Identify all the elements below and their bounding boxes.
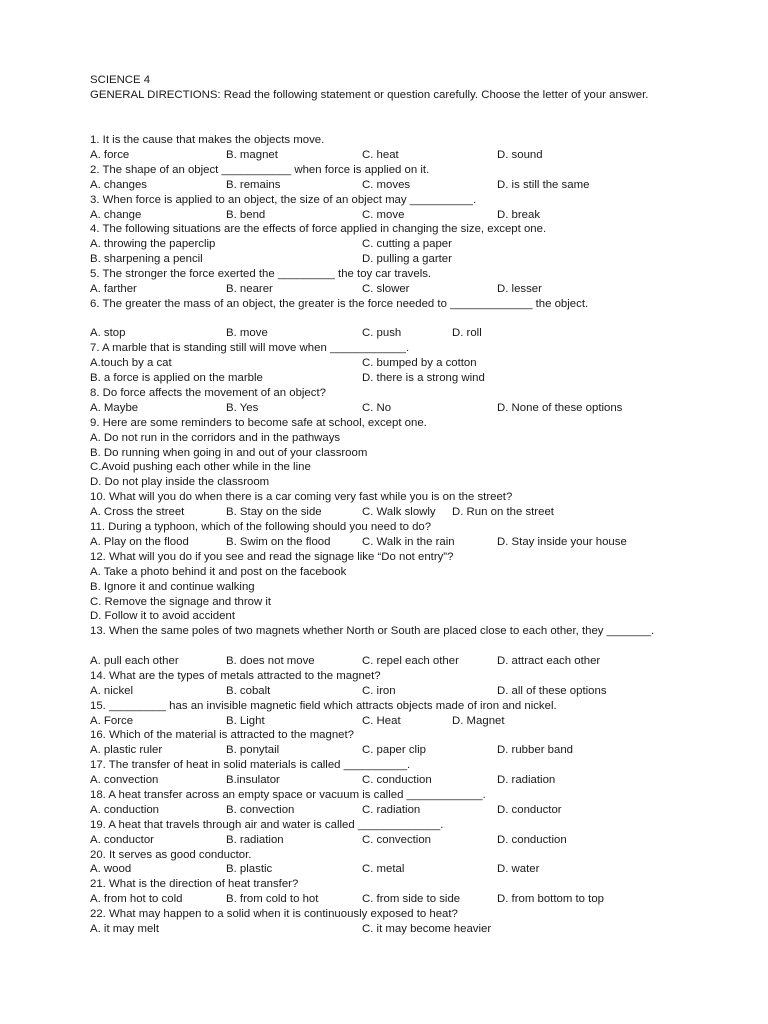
question-12: 12. What will you do if you see and read the signage like “Do not entry”? bbox=[90, 551, 454, 563]
question-1: 1. It is the cause that makes the objects move. bbox=[90, 134, 325, 146]
question-22: 22. What may happen to a solid when it is continuously exposed to heat? bbox=[90, 908, 458, 920]
q15-option-d: D. Magnet bbox=[452, 715, 505, 727]
q9-option-d: D. Do not play inside the classroom bbox=[90, 476, 270, 488]
q6-option-b: B. move bbox=[226, 327, 268, 339]
q13-option-b: B. does not move bbox=[226, 655, 315, 667]
q22-option-a: A. it may melt bbox=[90, 923, 159, 935]
q9-option-a: A. Do not run in the corridors and in the pathways bbox=[90, 432, 341, 444]
q11-option-d: D. Stay inside your house bbox=[497, 536, 627, 548]
q18-option-a: A. conduction bbox=[90, 804, 160, 816]
q16-option-d: D. rubber band bbox=[497, 744, 573, 756]
question-2: 2. The shape of an object ___________ when force is applied on it. bbox=[90, 164, 430, 176]
q12-option-d: D. Follow it to avoid accident bbox=[90, 610, 235, 622]
q11-option-c: C. Walk in the rain bbox=[362, 536, 455, 548]
q8-option-c: C. No bbox=[362, 402, 392, 414]
q17-option-a: A. convection bbox=[90, 774, 159, 786]
q13-option-a: A. pull each other bbox=[90, 655, 179, 667]
q15-option-a: A. Force bbox=[90, 715, 134, 727]
q4-option-a: A. throwing the paperclip bbox=[90, 238, 216, 250]
q19-option-d: D. conduction bbox=[497, 834, 567, 846]
q16-option-a: A. plastic ruler bbox=[90, 744, 163, 756]
q6-option-c: C. push bbox=[362, 327, 402, 339]
q18-option-d: D. conductor bbox=[497, 804, 562, 816]
q21-option-b: B. from cold to hot bbox=[226, 893, 319, 905]
q14-option-c: C. iron bbox=[362, 685, 396, 697]
q10-option-a: A. Cross the street bbox=[90, 506, 185, 518]
question-13: 13. When the same poles of two magnets whether North or South are placed close to each other, they _______. bbox=[90, 625, 655, 637]
question-16: 16. Which of the material is attracted to the magnet? bbox=[90, 729, 355, 741]
q12-option-c: C. Remove the signage and throw it bbox=[90, 596, 272, 608]
q16-option-b: B. ponytail bbox=[226, 744, 280, 756]
question-11: 11. During a typhoon, which of the following should you need to do? bbox=[90, 521, 432, 533]
q1-option-c: C. heat bbox=[362, 149, 399, 161]
q16-option-c: C. paper clip bbox=[362, 744, 426, 756]
q13-option-c: C. repel each other bbox=[362, 655, 459, 667]
q5-option-b: B. nearer bbox=[226, 283, 273, 295]
q2-option-c: C. moves bbox=[362, 179, 411, 191]
q12-option-a: A. Take a photo behind it and post on the facebook bbox=[90, 566, 347, 578]
q12-option-b: B. Ignore it and continue walking bbox=[90, 581, 255, 593]
q1-option-b: B. magnet bbox=[226, 149, 278, 161]
q3-option-b: B. bend bbox=[226, 209, 266, 221]
q4-option-c: C. cutting a paper bbox=[362, 238, 452, 250]
general-directions: GENERAL DIRECTIONS: Read the following statement or question carefully. Choose the letter of your answer. bbox=[90, 89, 649, 101]
subject-title: SCIENCE 4 bbox=[90, 74, 151, 86]
q2-option-b: B. remains bbox=[226, 179, 281, 191]
q13-option-d: D. attract each other bbox=[497, 655, 601, 667]
q17-option-b: B.insulator bbox=[226, 774, 280, 786]
q3-option-a: A. change bbox=[90, 209, 142, 221]
q1-option-a: A. force bbox=[90, 149, 130, 161]
q8-option-a: A. Maybe bbox=[90, 402, 139, 414]
q5-option-a: A. farther bbox=[90, 283, 137, 295]
q21-option-d: D. from bottom to top bbox=[497, 893, 604, 905]
question-3: 3. When force is applied to an object, the size of an object may __________. bbox=[90, 194, 477, 206]
q22-option-c: C. it may become heavier bbox=[362, 923, 492, 935]
question-8: 8. Do force affects the movement of an object? bbox=[90, 387, 326, 399]
q4-option-b: B. sharpening a pencil bbox=[90, 253, 203, 265]
q11-option-b: B. Swim on the flood bbox=[226, 536, 331, 548]
q3-option-c: C. move bbox=[362, 209, 405, 221]
q11-option-a: A. Play on the flood bbox=[90, 536, 189, 548]
q3-option-d: D. break bbox=[497, 209, 541, 221]
q6-option-a: A. stop bbox=[90, 327, 126, 339]
q15-option-b: B. Light bbox=[226, 715, 265, 727]
q18-option-c: C. radiation bbox=[362, 804, 421, 816]
q10-option-d: D. Run on the street bbox=[452, 506, 554, 518]
q20-option-b: B. plastic bbox=[226, 863, 273, 875]
q8-option-d: D. None of these options bbox=[497, 402, 623, 414]
q4-option-d: D. pulling a garter bbox=[362, 253, 452, 265]
q18-option-b: B. convection bbox=[226, 804, 295, 816]
question-15: 15. _________ has an invisible magnetic field which attracts objects made of iron and nickel. bbox=[90, 700, 557, 712]
question-14: 14. What are the types of metals attracted to the magnet? bbox=[90, 670, 381, 682]
q5-option-d: D. lesser bbox=[497, 283, 542, 295]
q2-option-d: D. is still the same bbox=[497, 179, 590, 191]
question-7: 7. A marble that is standing still will move when ____________. bbox=[90, 342, 410, 354]
q14-option-a: A. nickel bbox=[90, 685, 134, 697]
question-9: 9. Here are some reminders to become safe at school, except one. bbox=[90, 417, 427, 429]
question-21: 21. What is the direction of heat transfer? bbox=[90, 878, 299, 890]
question-18: 18. A heat transfer across an empty space or vacuum is called ____________. bbox=[90, 789, 486, 801]
q19-option-b: B. radiation bbox=[226, 834, 284, 846]
q17-option-c: C. conduction bbox=[362, 774, 432, 786]
q20-option-c: C. metal bbox=[362, 863, 405, 875]
q19-option-c: C. convection bbox=[362, 834, 432, 846]
question-20: 20. It serves as good conductor. bbox=[90, 849, 252, 861]
question-5: 5. The stronger the force exerted the _________ the toy car travels. bbox=[90, 268, 432, 280]
q5-option-c: C. slower bbox=[362, 283, 410, 295]
q9-option-b: B. Do running when going in and out of your classroom bbox=[90, 447, 368, 459]
q20-option-d: D. water bbox=[497, 863, 540, 875]
q1-option-d: D. sound bbox=[497, 149, 543, 161]
q17-option-d: D. radiation bbox=[497, 774, 556, 786]
q2-option-a: A. changes bbox=[90, 179, 147, 191]
q7-option-d: D. there is a strong wind bbox=[362, 372, 485, 384]
question-19: 19. A heat that travels through air and water is called _____________. bbox=[90, 819, 444, 831]
q6-option-d: D. roll bbox=[452, 327, 482, 339]
q10-option-c: C. Walk slowly bbox=[362, 506, 436, 518]
q7-option-a: A.touch by a cat bbox=[90, 357, 172, 369]
q14-option-d: D. all of these options bbox=[497, 685, 607, 697]
question-4: 4. The following situations are the effects of force applied in changing the size, except one. bbox=[90, 223, 547, 235]
q20-option-a: A. wood bbox=[90, 863, 132, 875]
q21-option-c: C. from side to side bbox=[362, 893, 461, 905]
q10-option-b: B. Stay on the side bbox=[226, 506, 322, 518]
q9-option-c: C.Avoid pushing each other while in the line bbox=[90, 461, 311, 473]
q21-option-a: A. from hot to cold bbox=[90, 893, 183, 905]
question-17: 17. The transfer of heat in solid materials is called __________. bbox=[90, 759, 411, 771]
q14-option-b: B. cobalt bbox=[226, 685, 271, 697]
q7-option-c: C. bumped by a cotton bbox=[362, 357, 477, 369]
q8-option-b: B. Yes bbox=[226, 402, 259, 414]
q7-option-b: B. a force is applied on the marble bbox=[90, 372, 263, 384]
q19-option-a: A. conductor bbox=[90, 834, 154, 846]
q15-option-c: C. Heat bbox=[362, 715, 401, 727]
question-10: 10. What will you do when there is a car coming very fast while you is on the street? bbox=[90, 491, 513, 503]
question-6: 6. The greater the mass of an object, the greater is the force needed to _____________ the object. bbox=[90, 298, 589, 310]
